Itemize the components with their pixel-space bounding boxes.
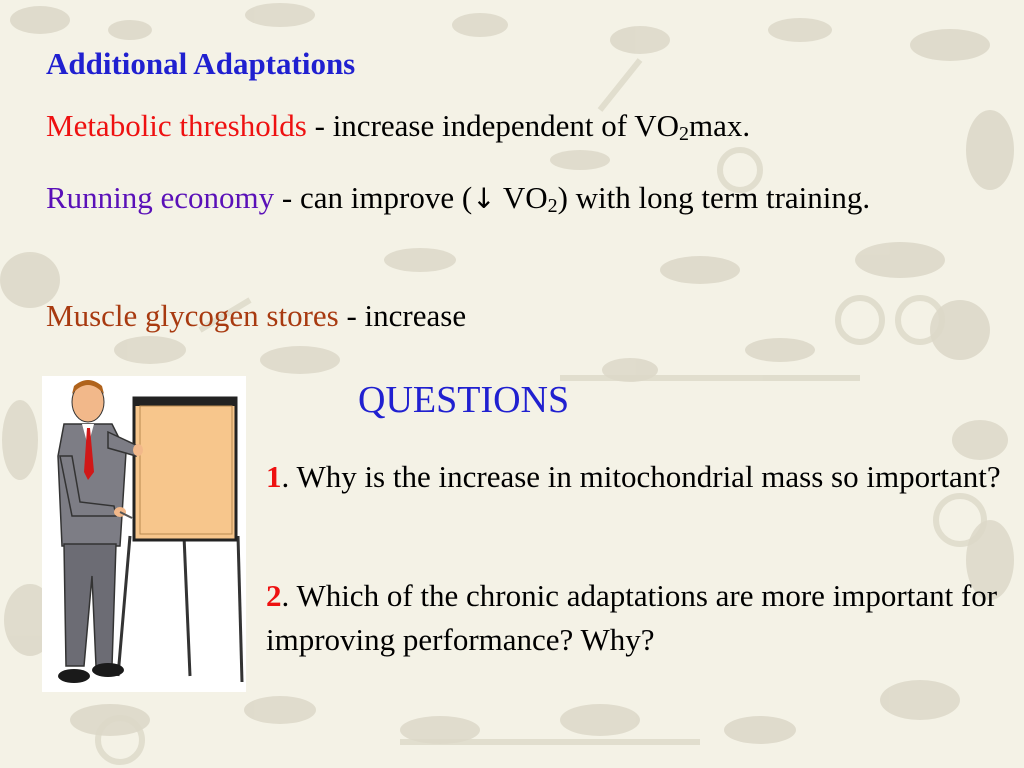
item-text-after: max.: [689, 108, 751, 143]
item-term: Metabolic thresholds: [46, 108, 307, 143]
question-number: 1: [266, 459, 282, 494]
subscript: 2: [679, 123, 690, 145]
item-metabolic-thresholds: [46, 104, 976, 148]
item-running-economy: [46, 176, 976, 221]
item-muscle-glycogen: [46, 294, 976, 338]
question-number: 2: [266, 578, 282, 613]
item-term: Running economy: [46, 180, 275, 215]
item-text: - can improve (: [274, 180, 473, 215]
down-arrow-icon: ↓: [472, 182, 496, 215]
item-text: - increase independent of VO: [306, 108, 680, 143]
presenter-with-flipchart-clipart: [42, 376, 246, 692]
item-term: Muscle glycogen stores: [46, 298, 339, 333]
item-text-after: ) with long term training.: [557, 180, 871, 215]
questions-heading: QUESTIONS: [358, 379, 570, 421]
slide-title: Additional Adaptations: [46, 46, 356, 81]
question-2: [266, 574, 1006, 662]
item-text: - increase: [338, 298, 467, 333]
subscript: 2: [547, 195, 558, 217]
question-1: [266, 455, 1006, 499]
question-text: . Why is the increase in mitochondrial mass so important?: [281, 459, 1001, 494]
item-text-mid: VO: [495, 180, 548, 215]
question-text: . Which of the chronic adaptations are more important for improving performance? Why?: [266, 578, 998, 657]
